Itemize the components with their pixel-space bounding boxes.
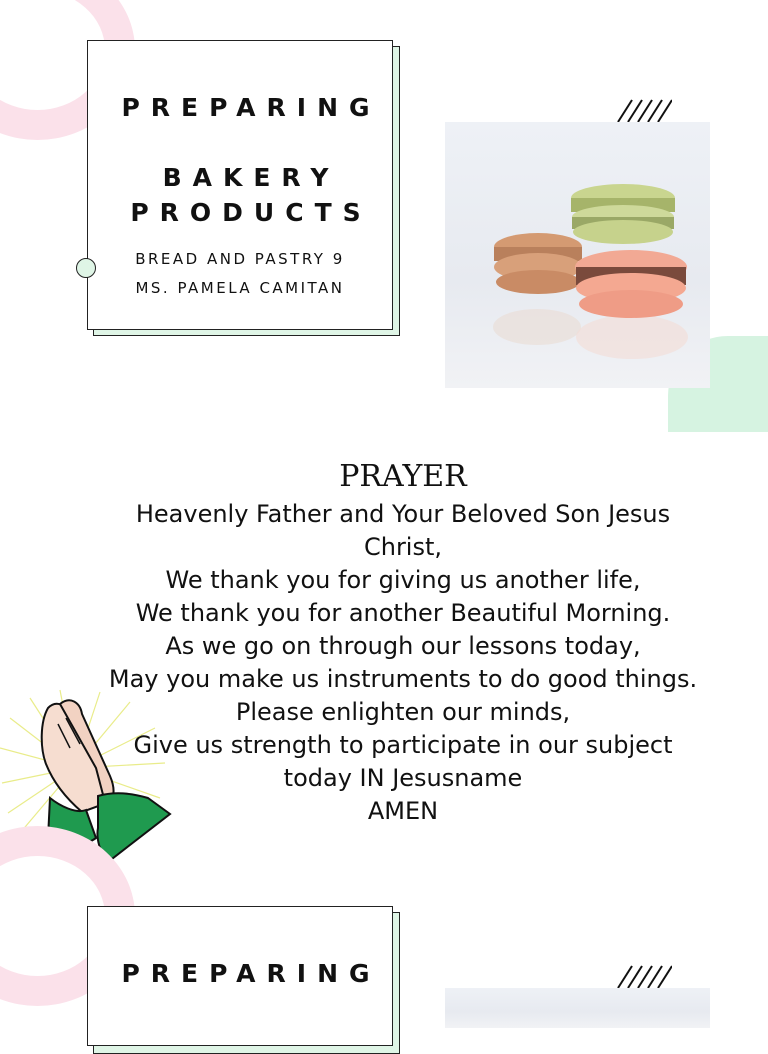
title-card <box>87 40 393 330</box>
macarons-photo-2 <box>445 988 710 1028</box>
prayer-line: today IN Jesusname <box>283 764 523 792</box>
title-preparing-2: PREPARING <box>121 959 381 988</box>
card-connector-dot <box>76 258 96 278</box>
prayer-line: Please enlighten our minds, <box>235 698 571 726</box>
hatch-marks-icon <box>616 98 672 124</box>
title-bakery: BAKERY <box>162 163 340 192</box>
prayer-line: AMEN <box>367 797 439 825</box>
title-preparing: PREPARING <box>121 93 381 122</box>
prayer-line: Christ, <box>363 533 443 561</box>
macarons-icon <box>445 122 710 388</box>
hatch-marks-icon-2 <box>616 964 672 990</box>
teacher-label: MS. PAMELA CAMITAN <box>135 279 345 297</box>
prayer-line: We thank you for another Beautiful Morning. <box>135 599 671 627</box>
subject-label: BREAD AND PASTRY 9 <box>135 250 345 268</box>
prayer-title: PRAYER <box>339 459 467 494</box>
prayer-line: Heavenly Father and Your Beloved Son Jesus <box>135 500 671 528</box>
prayer-line: As we go on through our lessons today, <box>165 632 641 660</box>
prayer-line: May you make us instruments to do good things. <box>108 665 698 693</box>
title-products: PRODUCTS <box>130 198 372 227</box>
macarons-photo <box>445 122 710 388</box>
prayer-line: Give us strength to participate in our subject <box>133 731 673 759</box>
prayer-line: We thank you for giving us another life, <box>165 566 641 594</box>
title-card-2 <box>87 906 393 1046</box>
